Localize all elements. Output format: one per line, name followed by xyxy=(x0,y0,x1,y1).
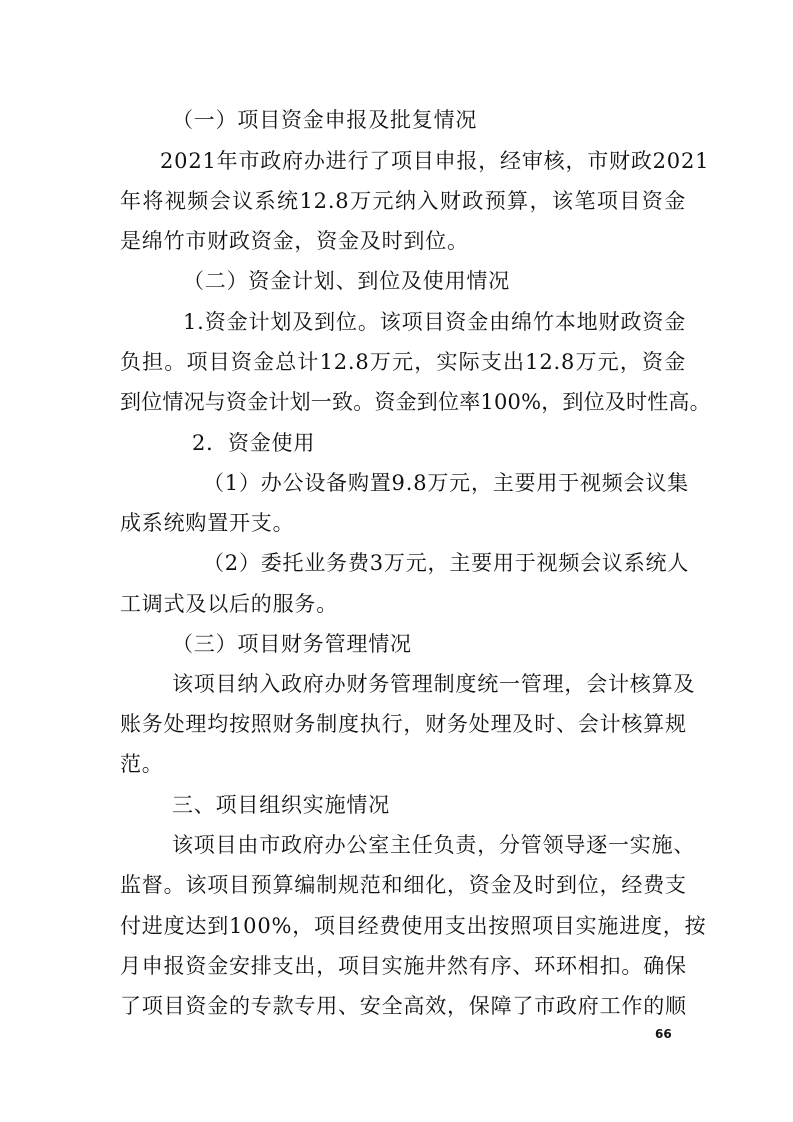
section-heading-2: （二）资金计划、到位及使用情况 xyxy=(183,269,510,293)
paragraph-line: 付进度达到100%，项目经费使用支出按照项目实施进度，按 xyxy=(120,914,707,938)
paragraph-line: 范。 xyxy=(120,752,164,776)
subsection-heading: 2．资金使用 xyxy=(192,431,316,455)
paragraph-line: 月申报资金安排支出，项目实施井然有序、环环相扣。确保 xyxy=(120,954,687,978)
paragraph-line: 年将视频会议系统12.8万元纳入财政预算，该笔项目资金 xyxy=(120,189,686,213)
section-heading-1: （一）项目资金申报及批复情况 xyxy=(172,108,478,132)
paragraph-line: 了项目资金的专款专用、安全高效，保障了市政府工作的顺 xyxy=(120,994,687,1018)
paragraph-line: 2021年市政府办进行了项目申报，经审核，市财政2021 xyxy=(160,149,710,173)
page-number: 66 xyxy=(655,1027,672,1041)
paragraph-line: 负担。项目资金总计12.8万元，实际支出12.8万元，资金 xyxy=(120,350,686,374)
paragraph-line: 监督。该项目预算编制规范和细化，资金及时到位，经费支 xyxy=(120,873,687,897)
chapter-heading: 三、项目组织实施情况 xyxy=(172,793,390,817)
paragraph-line: 到位情况与资金计划一致。资金到位率100%，到位及时性高。 xyxy=(120,390,711,414)
paragraph-line: （2）委托业务费3万元，主要用于视频会议系统人 xyxy=(203,551,690,575)
paragraph-line: 是绵竹市财政资金，资金及时到位。 xyxy=(120,229,469,253)
paragraph-line: 1.资金计划及到位。该项目资金由绵竹本地财政资金 xyxy=(183,310,686,334)
paragraph-line: （1）办公设备购置9.8万元，主要用于视频会议集 xyxy=(203,471,689,495)
paragraph-line: 账务处理均按照财务制度执行，财务处理及时、会计核算规 xyxy=(120,712,687,736)
paragraph-line: 成系统购置开支。 xyxy=(120,511,295,535)
section-heading-3: （三）项目财务管理情况 xyxy=(172,632,412,656)
paragraph-line: 该项目纳入政府办财务管理制度统一管理，会计核算及 xyxy=(172,672,696,696)
paragraph-line: 该项目由市政府办公室主任负责，分管领导逐一实施、 xyxy=(172,833,696,857)
paragraph-line: 工调式及以后的服务。 xyxy=(120,592,338,616)
